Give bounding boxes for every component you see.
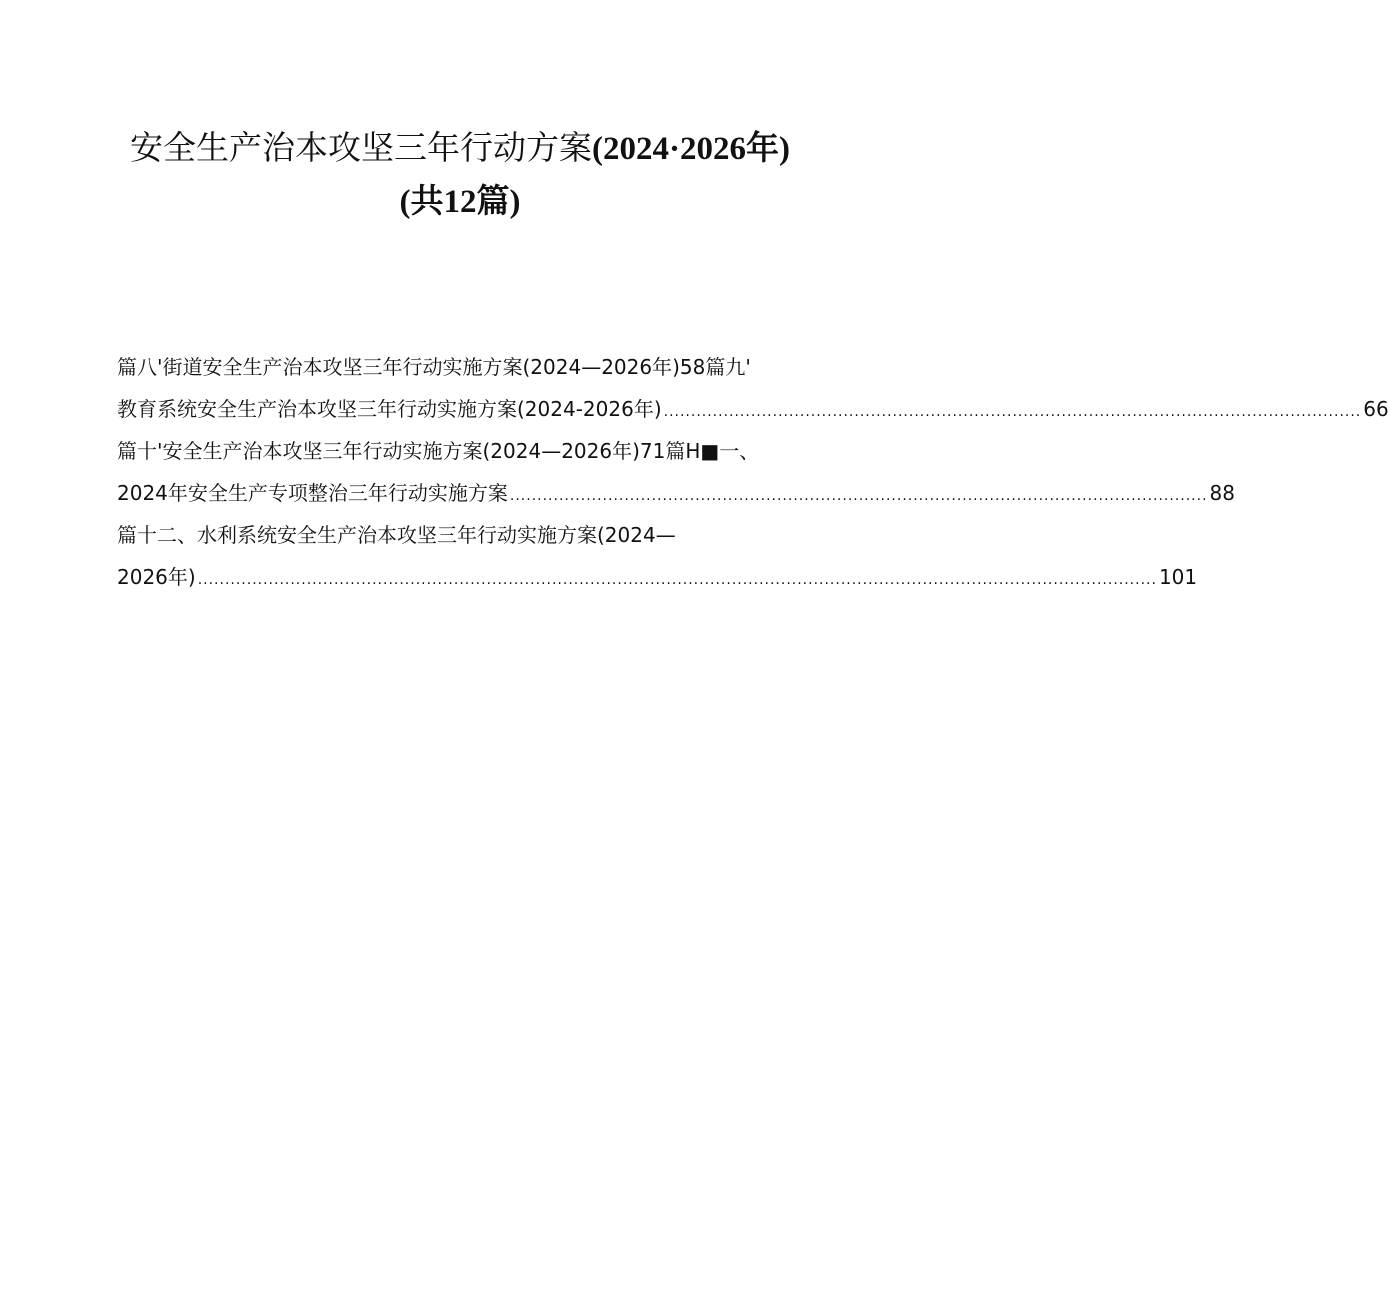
document-title: [0, 122, 920, 228]
title-years: (2024·2026年): [592, 131, 790, 167]
title-line-1: [0, 122, 920, 175]
toc-entry-text: 篇十'安全生产治本攻坚三年行动实施方案(2024—2026年)71篇H■一、: [117, 439, 760, 463]
toc-line-3[interactable]: [117, 430, 823, 472]
toc-leader-dots: ................................................................................................................................................................................: [197, 572, 1157, 588]
toc-line-2[interactable]: [117, 388, 1389, 430]
toc-entry-text: 篇八'街道安全生产治本攻坚三年行动实施方案(2024—2026年)58篇九': [117, 355, 751, 379]
toc-line-1[interactable]: [117, 346, 823, 388]
toc-entry-text: 篇十二、水利系统安全生产治本攻坚三年行动实施方案(2024—: [117, 523, 676, 547]
toc-entry-text: 2026年): [117, 565, 196, 589]
toc-line-4[interactable]: [117, 472, 1235, 514]
toc-entry-text: 2024年安全生产专项整治三年行动实施方案: [117, 481, 508, 505]
toc-leader-dots: ................................................................................................................................: [663, 404, 1362, 420]
toc-page-number: 101: [1158, 565, 1198, 589]
title-line-2: [0, 175, 920, 228]
title-count: (共12篇): [399, 184, 521, 220]
toc-page-number: 88: [1209, 481, 1235, 505]
toc-page-number: 66: [1363, 397, 1389, 421]
toc-leader-dots: ................................................................................................................................: [509, 488, 1208, 504]
title-main-text: 安全生产治本攻坚三年行动方案: [130, 128, 592, 167]
toc-line-5[interactable]: [117, 514, 823, 556]
table-of-contents: [117, 346, 1389, 598]
toc-entry-text: 教育系统安全生产治本攻坚三年行动实施方案(2024-2026年): [117, 397, 662, 421]
toc-line-6[interactable]: [117, 556, 1198, 598]
